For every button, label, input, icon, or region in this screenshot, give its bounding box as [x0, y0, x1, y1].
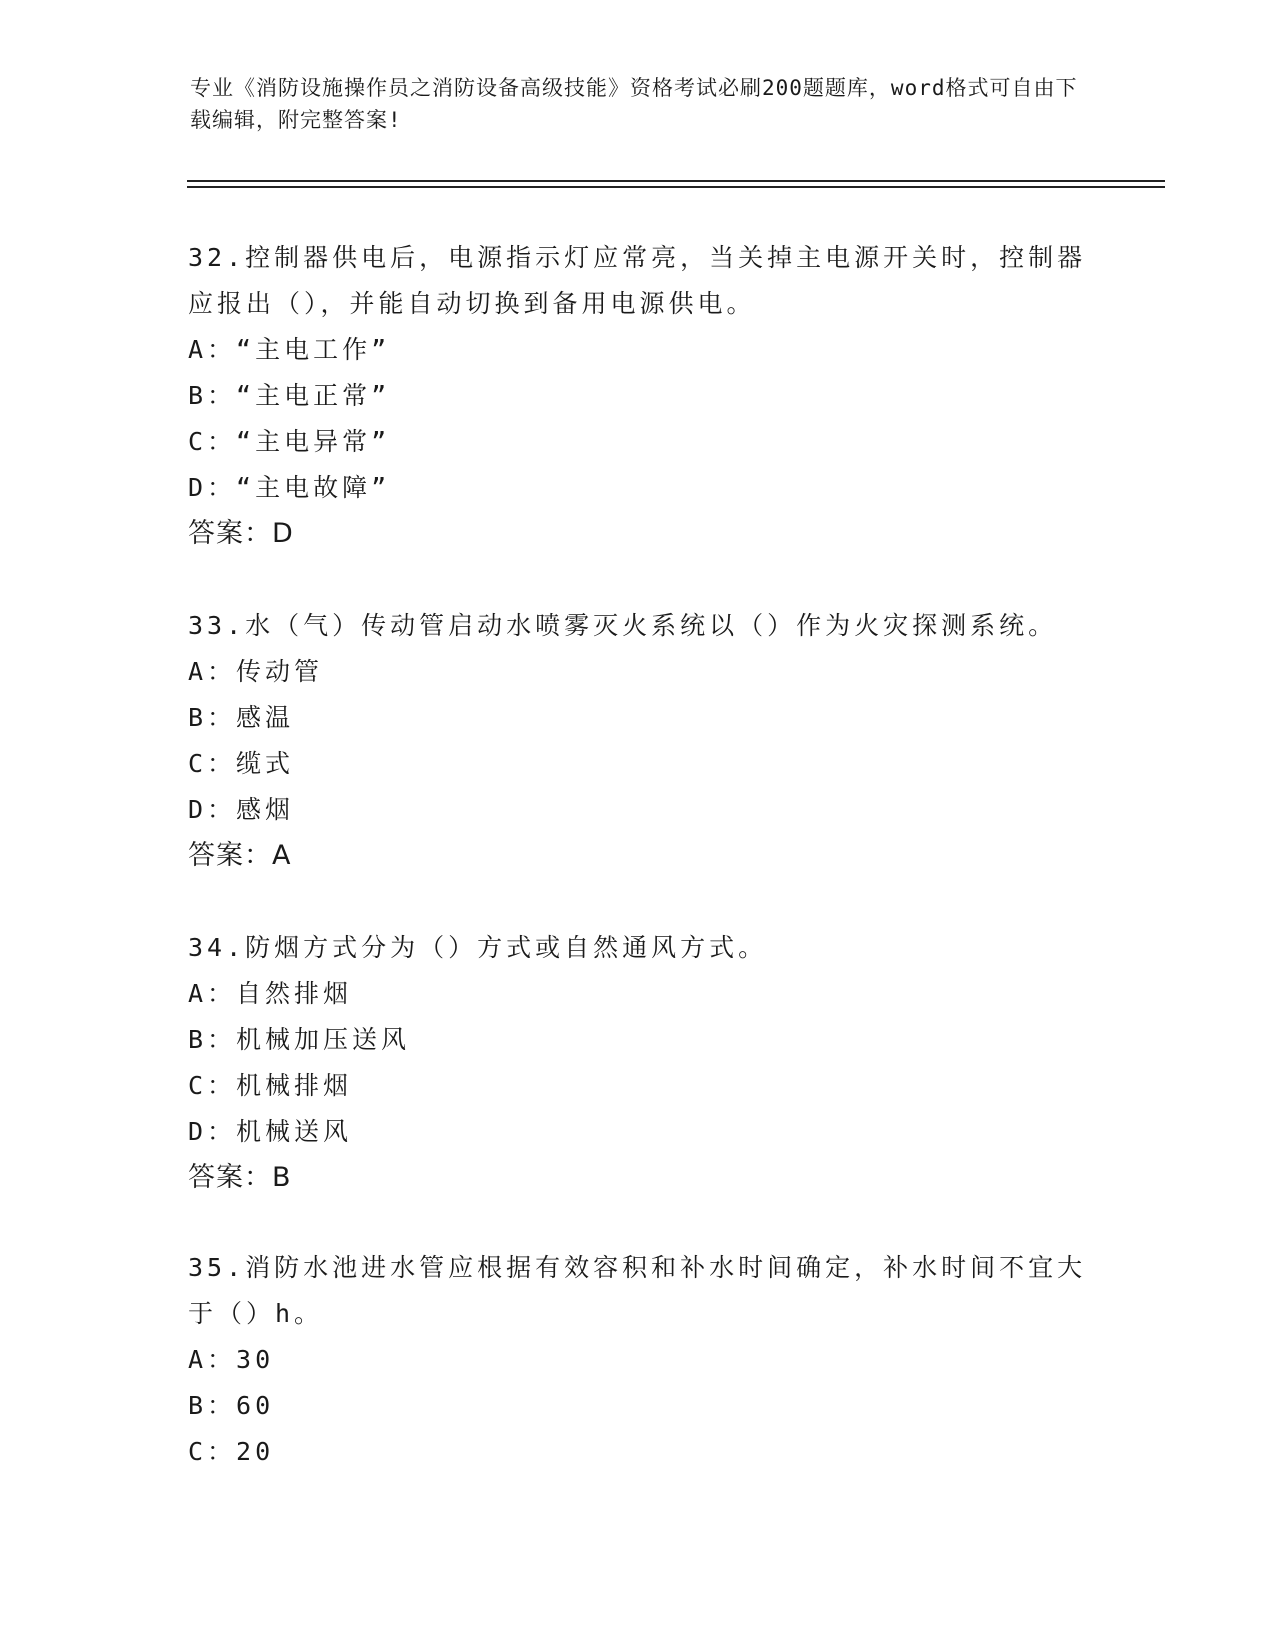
- option-d: D：“主电故障”: [188, 473, 391, 502]
- option-a: A：30: [188, 1345, 275, 1374]
- answer-line: 答案：D: [188, 518, 294, 549]
- document-header: 专业《消防设施操作员之消防设备高级技能》资格考试必刷200题题库，word格式可自由下载编辑，附完整答案!: [190, 76, 1078, 132]
- answer-line: 答案：A: [188, 840, 292, 871]
- header-rule-top: [187, 180, 1165, 182]
- question-32: [188, 235, 1088, 557]
- option-c: C：“主电异常”: [188, 427, 391, 456]
- option-b: B：“主电正常”: [188, 381, 391, 410]
- option-a: A：传动管: [188, 657, 324, 686]
- question-stem: 33.水（气）传动管启动水喷雾灭火系统以（）作为火灾探测系统。: [188, 611, 1058, 640]
- question-stem: 32.控制器供电后，电源指示灯应常亮，当关掉主电源开关时，控制器应报出（），并能自动切换到备用电源供电。: [188, 243, 1087, 318]
- header-rule-bottom: [187, 186, 1165, 188]
- option-a: A：“主电工作”: [188, 335, 391, 364]
- option-b: B：60: [188, 1391, 275, 1420]
- option-c: C：机械排烟: [188, 1071, 353, 1100]
- option-b: B：机械加压送风: [188, 1025, 411, 1054]
- question-stem: 35.消防水池进水管应根据有效容积和补水时间确定，补水时间不宜大于（）h。: [188, 1253, 1087, 1328]
- option-d: D：感烟: [188, 795, 295, 824]
- question-34: [188, 925, 1088, 1201]
- option-b: B：感温: [188, 703, 295, 732]
- option-c: C：缆式: [188, 749, 295, 778]
- question-stem: 34.防烟方式分为（）方式或自然通风方式。: [188, 933, 768, 962]
- option-a: A：自然排烟: [188, 979, 353, 1008]
- option-c: C：20: [188, 1437, 275, 1466]
- question-35: [188, 1245, 1088, 1475]
- answer-line: 答案：B: [188, 1162, 292, 1193]
- question-33: [188, 603, 1088, 879]
- option-d: D：机械送风: [188, 1117, 353, 1146]
